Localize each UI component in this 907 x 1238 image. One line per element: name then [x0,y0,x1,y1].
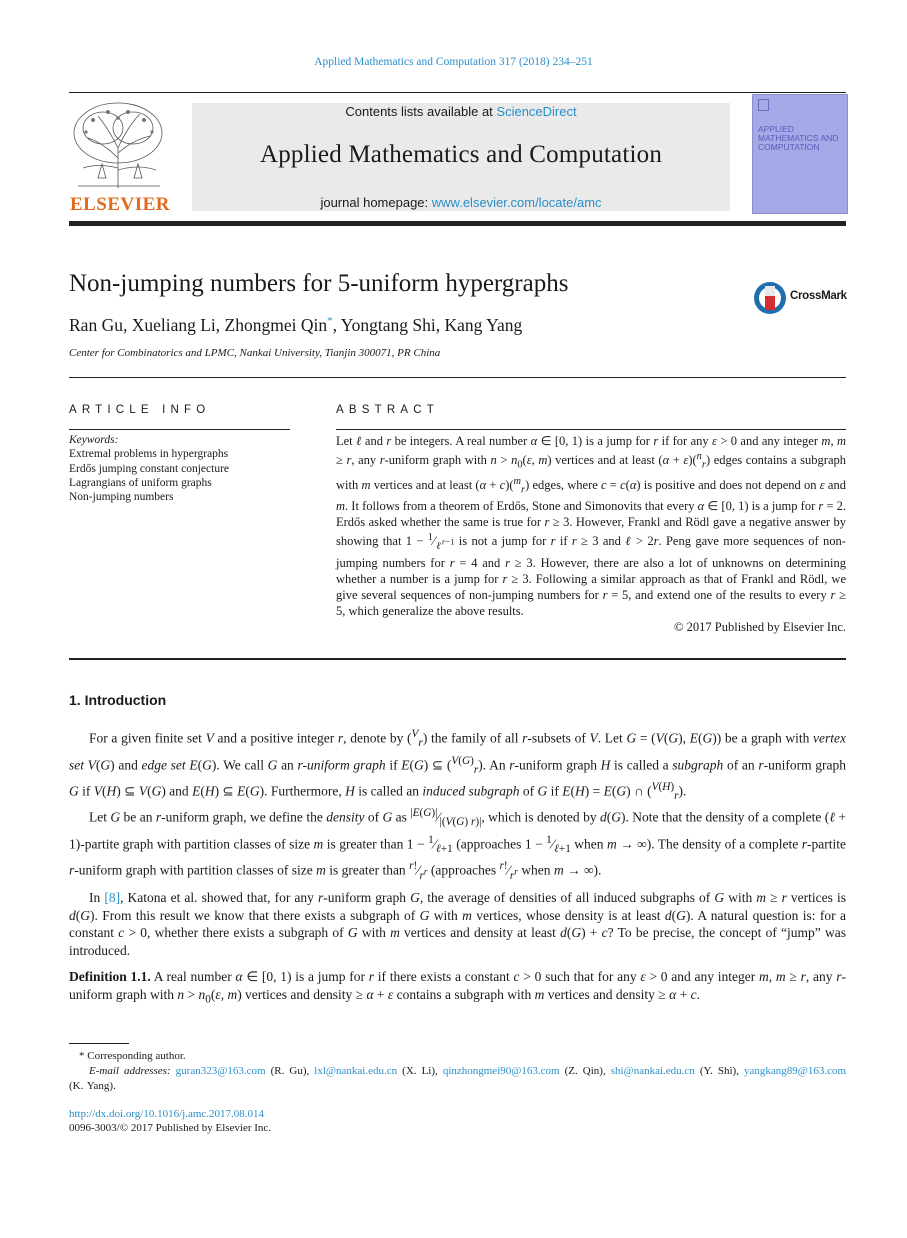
crossmark-label: CrossMark [790,290,847,302]
issn-line: 0096-3003/© 2017 Published by Elsevier Inc. [69,1122,272,1134]
journal-citation[interactable]: Applied Mathematics and Computation 317 (2018) 234–251 [314,56,593,68]
article-info-heading: ARTICLE INFO [69,404,211,416]
affiliation-rule [69,377,846,378]
homepage-link[interactable]: www.elsevier.com/locate/amc [431,195,602,210]
email-link[interactable]: shi@nankai.edu.cn [610,1065,695,1077]
cover-logo-icon [758,99,769,111]
email-owner: (Y. Shi), [699,1065,739,1077]
abstract-heading: ABSTRACT [336,404,439,416]
article-title: Non-jumping numbers for 5-uniform hypergraphs [69,270,569,297]
cover-title: APPLIED MATHEMATICS AND COMPUTATION [758,124,839,152]
intro-paragraph-3: In [8], Katona et al. showed that, for any r-uniform graph G, the average of densities of all induced subgraphs of G with m ≥ r vertices is d(G). From this result we know that there exists a subgraph of G with m vertices, whose density is at least d(G). A natural question is: for a constant c > 0, whether there exists a subgraph of G with m vertices and density at least d(G) + c? To be precise, the concept of “jump” was introduced. [69,890,847,958]
affiliation: Center for Combinatorics and LPMC, Nankai University, Tianjin 300071, PR China [69,347,441,359]
section-heading: 1. Introduction [69,692,167,708]
email-owner: (X. Li), [402,1065,438,1077]
author: Zhongmei Qin [224,315,328,335]
keyword-item: Extremal problems in hypergraphs [69,448,229,460]
email-link[interactable]: qinzhongmei90@163.com [442,1065,560,1077]
author: Kang Yang [444,315,523,335]
email-link[interactable]: lxl@nankai.edu.cn [314,1065,398,1077]
front-matter-rule [69,658,846,660]
journal-title: Applied Mathematics and Computation [259,141,663,168]
header-thick-rule [69,221,846,226]
contents-line [192,104,730,119]
intro-paragraph-2: Let G be an r-uniform graph, we define the density of G as $^{|E(G)|}⁄_{|(V(G) r)|}$, which is denoted by d(G). Note that the density of a complete (ℓ + 1)-partite graph with partition classes of size m is greater than $1 - ^1⁄_{\ell+1}$ (approaches $1 - ^1⁄_{\ell+1}$ when m → ∞). The density of a complete r-partite r-uniform graph with partition classes of size m is greater than $^{r!}⁄_{r^r}$ (approaches $^{r!}⁄_{r^r}$ when m → ∞). [69,807,847,882]
definition-1-1: Definition 1.1. A real number α ∈ [0, 1) is a jump for r if there exists a constant c > 0 such that for any ε > 0 and any integer m, m ≥ r, any r-uniform graph with $n > n_0(\varepsilon$, m) vertices and density ≥ α + ε contains a subgraph with m vertices and density ≥ α + c. [69,969,846,1006]
email-owner: (Z. Qin), [564,1065,606,1077]
elsevier-wordmark: ELSEVIER [69,194,171,215]
email-footnote [69,1064,846,1094]
footnote-mark: * [79,1050,85,1062]
sciencedirect-link[interactable]: ScienceDirect [496,104,577,119]
corresponding-footnote [69,1049,846,1064]
abstract-copyright: © 2017 Published by Elsevier Inc. [674,620,846,634]
keyword-item: Lagrangians of uniform graphs [69,477,212,489]
journal-cover-thumbnail [752,94,848,214]
author-list: Ran Gu, Xueliang Li, Zhongmei Qin*, Yongtang Shi, Kang Yang [69,315,523,335]
doi-link[interactable]: http://dx.doi.org/10.1016/j.amc.2017.08.014 [69,1108,265,1120]
homepage-prefix: journal homepage: [320,195,432,210]
author: Yongtang Shi [340,315,436,335]
email-link[interactable]: guran323@163.com [175,1065,266,1077]
crossmark-icon [752,280,792,316]
email-owner: (R. Gu), [270,1065,310,1077]
footnote-rule [69,1043,129,1044]
author: Xueliang Li [131,315,216,335]
article-info-rule [69,429,290,430]
header-top-rule [69,92,846,93]
homepage-line [192,195,730,210]
email-link[interactable]: yangkang89@163.com [744,1065,847,1077]
author: Ran Gu [69,315,123,335]
intro-paragraph-1: For a given finite set V and a positive integer r, denote by ($^V_r$) the family of all r-subsets of V. Let G = (V(G), E(G)) be a graph with vertex set V(G) and edge set E(G). We call G an r-uniform graph if E(G) ⊆ ($^{V(G)}_r$). An r-uniform graph H is called a subgraph of an r-uniform graph G if V(H) ⊆ V(G) and E(H) ⊆ E(G). Furthermore, H is called an induced subgraph of G if E(H) = E(G) ∩ ($^{V(H)}_r$). [69,728,847,803]
keywords-label: Keywords: [69,434,119,446]
email-owner: (K. Yang). [69,1080,116,1092]
abstract-body: Let ℓ and r be integers. A real number α ∈ [0, 1) is a jump for r if for any ε > 0 and any integer m, m ≥ r, any r-uniform graph with $n > n_0(\varepsilon$, m) vertices and at least (α + ε)($^n_r$) edges contains a subgraph with m vertices and at least (α + c)($^m_r$) edges, where c = c(α) is positive and does not depend on ε and m. It follows from a theorem of Erdős, Stone and Simonovits that every α ∈ [0, 1) is a jump for r = 2. Erdős asked whether the same is true for r ≥ 3. However, Frankl and Rödl gave a negative answer by showing that $1 - ^1⁄_{\ell^{r-1}}$ is not a jump for r if r ≥ 3 and ℓ > 2r. Peng gave more sequences of non-jumping numbers for r = 4 and r ≥ 3. However, there are also a lot of unknowns on determining whether a number is a jump for r ≥ 3. Following a similar approach as that of Frankl and Rödl, we give several sequences of non-jumping numbers for r = 5, and extend one of the results to every r ≥ 5, which generalize the above results. [336,434,846,618]
contents-prefix: Contents lists available at [345,104,497,119]
email-label: E-mail addresses: [89,1065,171,1077]
corresponding-text: Corresponding author. [87,1050,186,1062]
reference-link[interactable]: [8] [104,890,121,905]
keyword-item: Non-jumping numbers [69,491,174,503]
keyword-item: Erdős jumping constant conjecture [69,463,230,475]
definition-label: Definition 1.1. [69,969,151,984]
crossmark-badge[interactable] [752,280,847,314]
abstract-rule [336,429,846,430]
corresponding-author-mark[interactable]: * [327,315,333,328]
